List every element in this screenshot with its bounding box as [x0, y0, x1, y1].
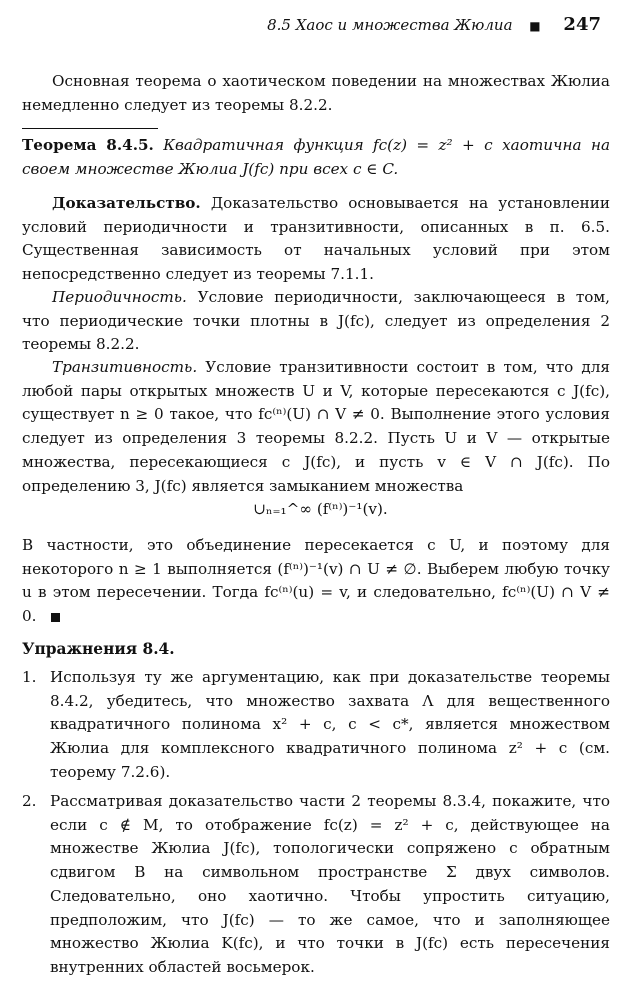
exercise-text: Используя ту же аргументацию, как при доказательстве теоремы 8.4.2, убедитесь, что множество захвата Λ для вещественного квадратичного полинома x² + c, c < c*, является множеством Жюлиа для комплексного квадратичного полинома z² + c (см. теорему 7.2.6).	[50, 668, 610, 781]
separator-square-icon: ■	[529, 19, 541, 33]
running-header	[267, 14, 601, 35]
exercise-number: 1.	[22, 668, 37, 686]
intro-paragraph: Основная теорема о хаотическом поведении на множествах Жюлиа немедленно следует из теоремы 8.2.2.	[22, 72, 610, 114]
proof-label: Доказательство.	[52, 194, 201, 212]
periodicity-paragraph	[22, 286, 610, 357]
theorem-block	[22, 134, 610, 181]
exercise-item	[22, 666, 610, 785]
transitivity-label: Транзитивность.	[52, 358, 198, 376]
periodicity-label: Периодичность.	[52, 288, 187, 306]
exercise-item	[22, 790, 610, 980]
conclusion-text: В частности, это объединение пересекается с U, и поэтому для некоторого n ≥ 1 выполняется (f⁽ⁿ⁾)⁻¹(v) ∩ U ≠ ∅. Выберем любую точку u в этом пересечении. Тогда fc⁽ⁿ⁾(u) = v, и следовательно, fc⁽ⁿ⁾(U) ∩ V ≠ 0.	[22, 536, 610, 626]
conclusion-paragraph	[22, 534, 610, 629]
theorem-rule	[22, 128, 158, 129]
exercise-number: 2.	[22, 792, 37, 810]
theorem-label: Теорема 8.4.5.	[22, 136, 154, 154]
exercises-title: Упражнения 8.4.	[22, 640, 175, 658]
transitivity-text: Условие транзитивности состоит в том, что для любой пары открытых множеств U и V, которые пересекаются с J(fc), существует n ≥ 0 такое, что fc⁽ⁿ⁾(U) ∩ V ≠ 0. Выполнение этого условия следует из определения 3 теоремы 8.2.2. Пусть U и V — открытые множества, пересекающиеся с J(fc), и пусть v ∈ V ∩ J(fc). По определению 3, J(fc) является замыканием множества	[22, 358, 611, 495]
union-formula: ∪ₙ₌₁^∞ (f⁽ⁿ⁾)⁻¹(v).	[253, 500, 388, 518]
exercise-text: Рассматривая доказательство части 2 теоремы 8.3.4, покажите, что если c ∉ M, то отображение fc(z) = z² + c, действующее на множестве Жюлиа J(fc), топологически сопряжено с обратным сдвигом B на символьном пространстве Σ двух символов. Следовательно, оно хаотично. Чтобы упростить ситуацию, предположим, что J(fc) — то же самое, что и заполняющее множество Жюлиа K(fc), и что точки в J(fc) есть пересечения внутренних областей восьмерок.	[50, 792, 610, 976]
transitivity-paragraph	[22, 356, 610, 498]
theorem-statement: Квадратичная функция fc(z) = z² + c хаотична на своем множестве Жюлиа J(fc) при всех c ∈ C.	[22, 136, 610, 178]
section-title: 8.5 Хаос и множества Жюлиа	[267, 16, 513, 34]
page-number: 247	[563, 14, 601, 35]
periodicity-text: Условие периодичности, заключающееся в том, что периодические точки плотны в J(fc), следует из определения 2 теоремы 8.2.2.	[22, 288, 611, 354]
qed-square-icon	[51, 613, 60, 622]
proof-paragraph	[22, 192, 610, 287]
proof-text: Доказательство основывается на установлении условий периодичности и транзитивности, описанных в п. 6.5. Существенная зависимость от начальных условий при этом непосредственно следует из теоремы 7.1.1.	[22, 194, 610, 284]
